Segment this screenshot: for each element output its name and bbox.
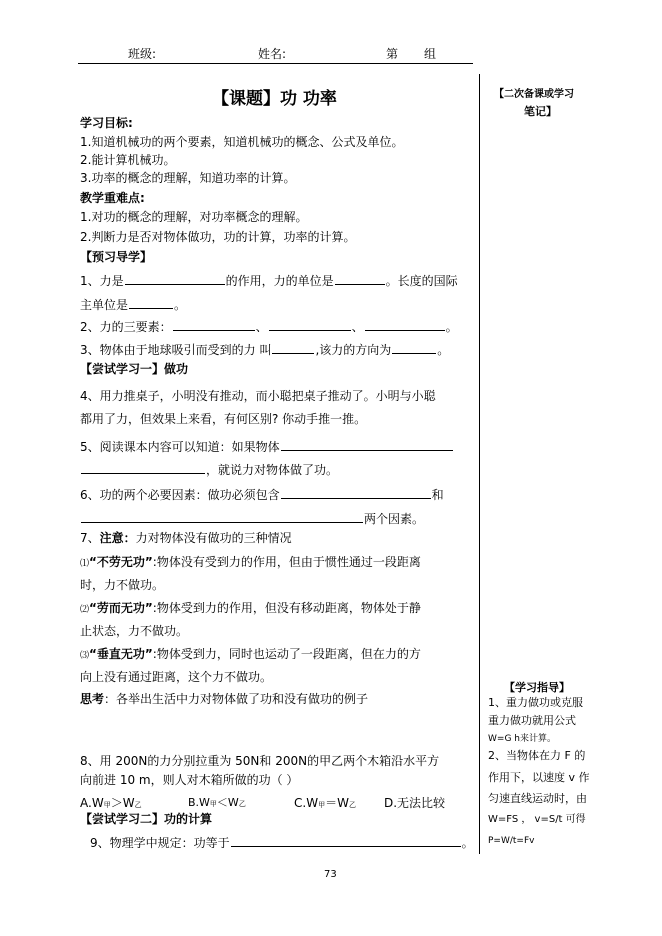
option-b-sub1: 甲 <box>209 800 217 808</box>
question-9 <box>90 834 474 851</box>
q7-note: 注意： <box>99 531 136 545</box>
q6-text-b: 和 <box>431 488 444 502</box>
option-c-sub1: 甲 <box>318 801 326 809</box>
question-6-cont <box>80 510 424 526</box>
guide-line: 重力做功就用公式 <box>488 714 576 727</box>
question-2 <box>80 318 458 334</box>
q2-blank-1[interactable] <box>173 318 255 331</box>
q9-text-a: 9、物理学中规定：功等于 <box>90 836 230 850</box>
q6-text-c: 两个因素。 <box>364 512 425 526</box>
guide-line: 匀速直线运动时，由 <box>488 792 587 805</box>
think-label: 思考 <box>80 692 105 706</box>
question-4-line2: 都用了力，但效果上来看，有何区别? 你动手推一推。 <box>80 412 367 426</box>
guide-line: 2、当物体在力 F 的 <box>488 749 586 762</box>
guide-line: W=FS ， v=S/t 可得 <box>488 814 586 825</box>
option-a-sub1: 甲 <box>103 801 111 809</box>
q5-text-b: ，就说力对物体做了功。 <box>206 463 339 477</box>
q3-blank-2[interactable] <box>392 341 436 354</box>
case-3-text: :物体受到力，同时也运动了一段距离，但在力的方 <box>152 647 421 661</box>
case-3-num: ⑶ <box>80 651 90 661</box>
q1-blank-3[interactable] <box>129 296 173 309</box>
q2-end: 。 <box>445 320 458 334</box>
option-a-w1: A.W <box>80 796 104 810</box>
guide-line: W=G h来计算。 <box>488 734 556 744</box>
question-1 <box>80 272 458 288</box>
guide-line: 1、重力做功或克服 <box>488 696 583 709</box>
goal-item: 1.知道机械功的两个要素，知道机械功的概念、公式及单位。 <box>80 135 404 149</box>
goal-item: 3.功率的概念的理解，知道功率的计算。 <box>80 171 296 185</box>
think <box>80 692 368 706</box>
case-3 <box>80 647 421 663</box>
question-8-line1: 8、用 200N的力分别拉重为 50N和 200N的甲乙两个木箱沿水平方 <box>80 754 440 768</box>
case-1-num: ⑴ <box>80 559 90 569</box>
option-b-w2: ＜W <box>216 796 239 809</box>
notes-heading-line1: 【二次备课或学习 <box>494 89 574 100</box>
case-2-num: ⑵ <box>80 605 90 615</box>
guide-line: 作用下，以速度 v 作 <box>488 771 590 784</box>
q2-blank-3[interactable] <box>365 318 445 331</box>
option-a-sub2: 乙 <box>134 801 142 809</box>
q1-text-a: 1、力是 <box>80 274 124 288</box>
q6-text-a: 6、功的两个必要因素：做功必须包含 <box>80 488 280 502</box>
option-d[interactable]: D.无法比较 <box>384 796 446 810</box>
case-3-line2: 向上没有通过距离，这个力不做功。 <box>80 670 273 684</box>
page-title: 【课题】功 功率 <box>212 89 337 109</box>
q1-text-c: 。长度的国际 <box>385 274 458 288</box>
q3-blank-1[interactable] <box>272 341 314 354</box>
option-b-w1: B.W <box>188 796 210 809</box>
notes-heading-line2: 笔记】 <box>524 105 557 118</box>
case-2-label: “劳而无功” <box>89 601 153 615</box>
q3-text-a: 3、物体由于地球吸引而受到的力 叫 <box>80 343 272 357</box>
case-3-label: “垂直无功” <box>89 647 153 661</box>
group-di: 第 <box>386 47 399 61</box>
q6-blank-1[interactable] <box>281 486 431 499</box>
case-1-line2: 时，力不做功。 <box>80 578 165 592</box>
guide-heading: 【学习指导】 <box>504 681 570 694</box>
q9-text-b: 。 <box>461 836 474 850</box>
question-5 <box>80 438 454 454</box>
case-1-label: “不劳无功” <box>89 555 153 569</box>
q1-blank-2[interactable] <box>335 272 385 285</box>
key-point-item: 1.对功的概念的理解，对功率概念的理解。 <box>80 210 308 224</box>
option-b[interactable] <box>188 794 246 810</box>
case-2-line2: 止状态，力不做功。 <box>80 624 189 638</box>
q1-text-d: 主单位是 <box>80 298 129 312</box>
q1-blank-1[interactable] <box>125 272 225 285</box>
q5-text-a: 5、阅读课本内容可以知道：如果物体 <box>80 440 280 454</box>
q7-num: 7、 <box>80 531 100 545</box>
option-a-w2: ＞W <box>110 796 135 810</box>
class-label: 班级: <box>128 47 157 61</box>
q2-sep-1: 、 <box>255 320 268 334</box>
preview-heading: 【预习导学】 <box>80 250 153 264</box>
option-b-sub2: 乙 <box>238 800 246 808</box>
case-1-text: :物体没有受到力的作用，但由于惯性通过一段距离 <box>152 555 421 569</box>
question-5-cont <box>80 461 338 477</box>
question-6 <box>80 486 444 502</box>
column-divider <box>479 74 480 854</box>
q1-text-e: 。 <box>174 298 187 312</box>
q5-blank-2[interactable] <box>81 461 205 474</box>
guide-line: P=W/t=Fv <box>488 836 535 846</box>
option-a[interactable] <box>80 794 142 811</box>
option-c-w1: C.W <box>294 796 319 810</box>
try2-heading: 【尝试学习二】功的计算 <box>80 812 213 826</box>
question-3 <box>80 341 449 357</box>
q6-blank-2[interactable] <box>81 510 363 523</box>
try1-heading: 【尝试学习一】做功 <box>80 362 189 376</box>
option-c-w2: ＝W <box>325 796 349 810</box>
q9-blank[interactable] <box>231 834 461 847</box>
option-c-sub2: 乙 <box>348 801 356 809</box>
page-number: 73 <box>324 869 337 880</box>
question-1-cont <box>80 296 186 312</box>
q1-text-b: 的作用，力的单位是 <box>225 274 334 288</box>
question-7 <box>80 531 292 545</box>
goal-item: 2.能计算机械功。 <box>80 153 176 167</box>
header-rule <box>78 63 473 64</box>
key-point-item: 2.判断力是否对物体做功，功的计算，功率的计算。 <box>80 230 356 244</box>
q7-text: 力对物体没有做功的三种情况 <box>135 531 292 545</box>
q2-text-a: 2、力的三要素： <box>80 320 172 334</box>
q3-text-c: 。 <box>437 343 450 357</box>
q2-blank-2[interactable] <box>269 318 351 331</box>
case-2-text: :物体受到力的作用，但没有移动距离，物体处于静 <box>152 601 421 615</box>
think-text: ：各举出生活中力对物体做了功和没有做功的例子 <box>104 692 369 706</box>
q5-blank-1[interactable] <box>281 438 453 451</box>
q3-text-b: ,该力的方向为 <box>315 343 392 357</box>
case-1 <box>80 555 421 571</box>
option-c[interactable] <box>294 794 356 811</box>
group-zu: 组 <box>424 47 437 61</box>
q2-sep-2: 、 <box>351 320 364 334</box>
name-label: 姓名: <box>258 47 287 61</box>
case-2 <box>80 601 421 617</box>
key-points-heading: 教学重难点: <box>80 191 145 205</box>
goals-heading: 学习目标: <box>80 116 133 130</box>
question-4-line1: 4、用力推桌子，小明没有推动，而小聪把桌子推动了。小明与小聪 <box>80 389 436 403</box>
question-8-line2: 向前进 10 m，则人对木箱所做的功（ ） <box>80 773 299 787</box>
